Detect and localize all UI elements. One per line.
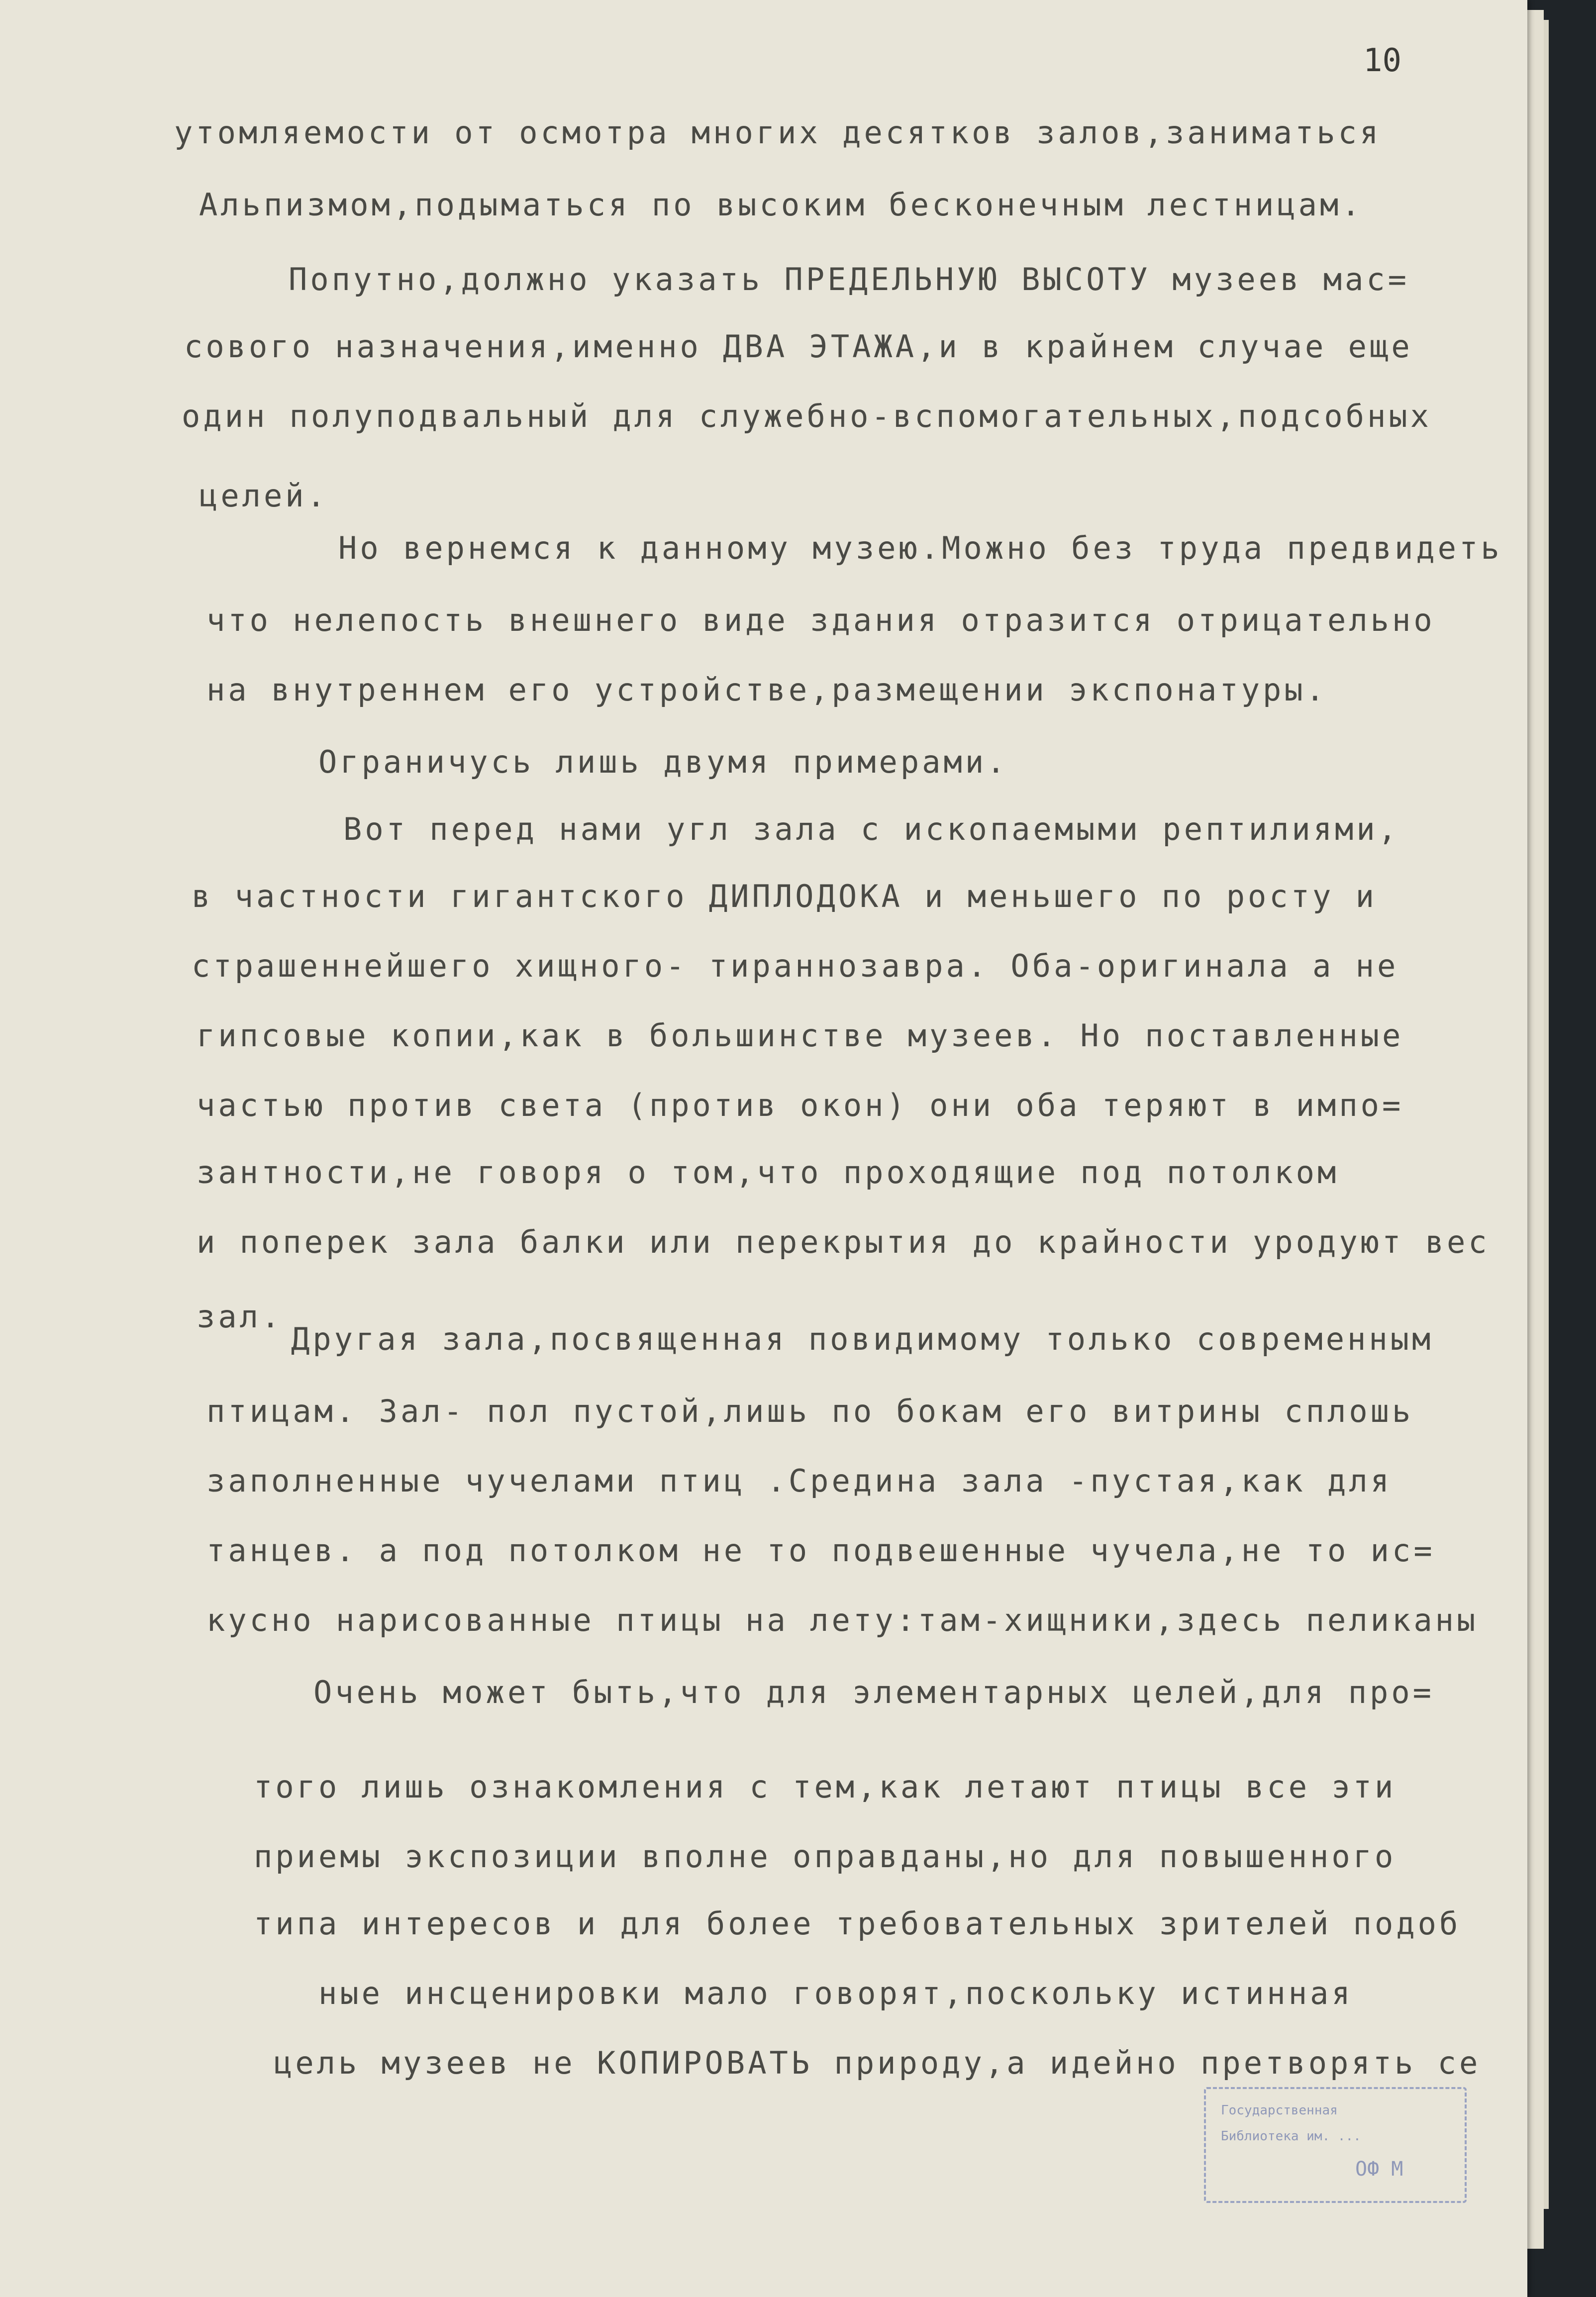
text-line: птицам. Зал- пол пустой,лишь по бокам его витрины сплошь bbox=[206, 1393, 1414, 1429]
stamp-line: Библиотека им. ... bbox=[1221, 2129, 1361, 2144]
text-line: Вот перед нами угл зала с ископаемыми рептилиями, bbox=[343, 811, 1400, 847]
text-line: кусно нарисованные птицы на лету:там-хищники,здесь пеликаны bbox=[206, 1602, 1479, 1638]
text-line: сового назначения,именно ДВА ЭТАЖА,и в крайнем случае еще bbox=[184, 328, 1413, 365]
text-line: Другая зала,посвященная повидимому только современным bbox=[291, 1321, 1434, 1357]
text-line: типа интересов и для более требовательных зрителей подоб bbox=[254, 1905, 1461, 1942]
library-stamp bbox=[1204, 2087, 1467, 2203]
text-line: один полуподвальный для служебно-вспомогательных,подсобных bbox=[182, 398, 1432, 434]
text-line: целей. bbox=[199, 478, 328, 514]
text-line: зал. bbox=[197, 1298, 283, 1335]
text-line: гипсовые копии,как в большинстве музеев. Но поставленные bbox=[197, 1017, 1404, 1054]
text-line: на внутреннем его устройстве,размещении экспонатуры. bbox=[206, 672, 1328, 708]
text-line: Попутно,должно указать ПРЕДЕЛЬНУЮ ВЫСОТУ музеев мас= bbox=[289, 261, 1410, 298]
stamp-line: ОФ М bbox=[1355, 2158, 1403, 2181]
text-line: Очень может быть,что для элементарных целей,для про= bbox=[313, 1674, 1435, 1710]
text-line: страшеннейшего хищного- тираннозавра. Оба-оригинала а не bbox=[192, 948, 1399, 984]
text-line: зантности,не говоря о том,что проходящие под потолком bbox=[197, 1154, 1339, 1191]
text-line: заполненные чучелами птиц .Средина зала -пустая,как для bbox=[206, 1463, 1392, 1499]
text-line: утомляемости от осмотра многих десятков залов,заниматься bbox=[174, 114, 1382, 151]
text-line: и поперек зала балки или перекрытия до крайности уродуют вес bbox=[197, 1224, 1490, 1260]
stamp-line: Государственная bbox=[1221, 2103, 1338, 2118]
text-line: что нелепость внешнего виде здания отразится отрицательно bbox=[206, 602, 1435, 638]
text-line: танцев. а под потолком не то подвешенные чучела,не то ис= bbox=[206, 1532, 1435, 1569]
text-line: в частности гигантского ДИПЛОДОКА и меньшего по росту и bbox=[192, 878, 1377, 914]
text-line: Ограничусь лишь двумя примерами. bbox=[318, 744, 1008, 780]
text-line: приемы экспозиции вполне оправданы,но для повышенного bbox=[254, 1838, 1396, 1875]
text-line: ные инсценировки мало говорят,поскольку истинная bbox=[318, 1975, 1353, 2011]
page-number: 10 bbox=[1363, 42, 1402, 79]
text-line: цель музеев не КОПИРОВАТЬ природу,а идейно претворять се bbox=[274, 2045, 1481, 2081]
text-line: Но вернемся к данному музею.Можно без труда предвидеть bbox=[338, 530, 1502, 566]
text-line: частью против света (против окон) они оба теряют в импо= bbox=[197, 1087, 1404, 1123]
text-line: Альпизмом,подыматься по высоким бесконечным лестницам. bbox=[199, 187, 1363, 223]
text-line: того лишь ознакомления с тем,как летают птицы все эти bbox=[254, 1769, 1396, 1805]
